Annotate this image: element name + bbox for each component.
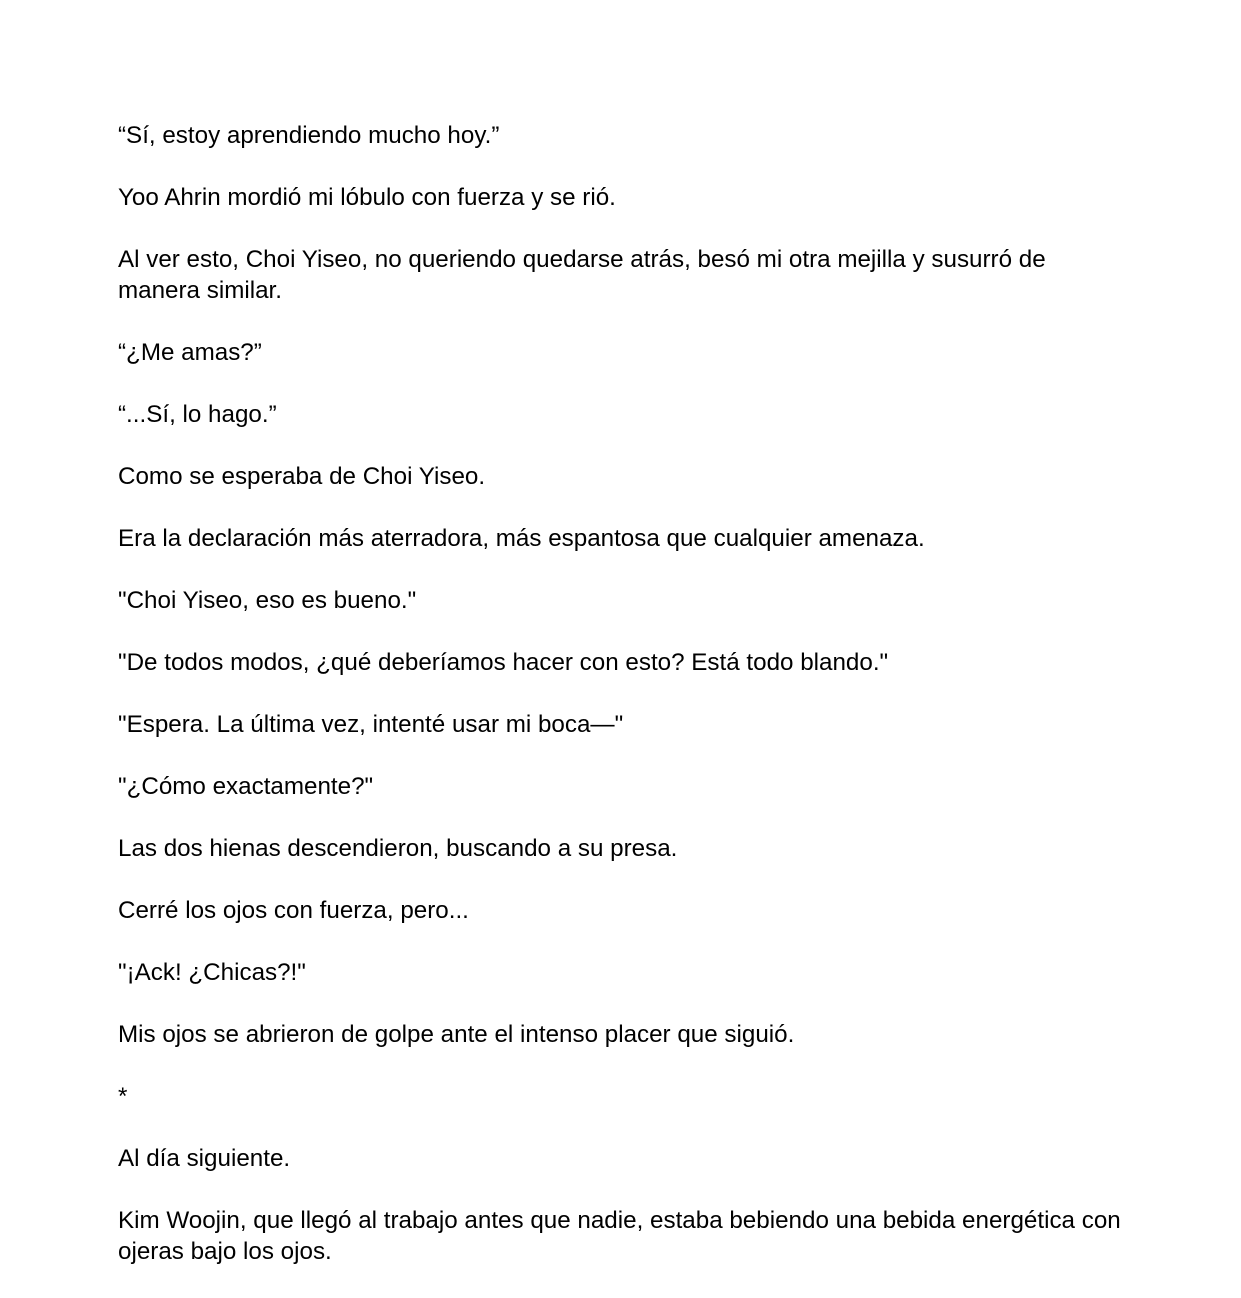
paragraph: Mis ojos se abrieron de golpe ante el intenso placer que siguió. xyxy=(118,1021,795,1048)
paragraph: “¿Me amas?” xyxy=(118,339,262,366)
paragraph: "¿Cómo exactamente?" xyxy=(118,773,374,800)
paragraph: Kim Woojin, que llegó al trabajo antes que nadie, estaba bebiendo una bebida energética con ojeras bajo los ojos. xyxy=(118,1207,1121,1265)
document-body xyxy=(118,120,1128,1298)
section-break: * xyxy=(118,1083,128,1110)
paragraph: Era la declaración más aterradora, más espantosa que cualquier amenaza. xyxy=(118,525,925,552)
paragraph: “Sí, estoy aprendiendo mucho hoy.” xyxy=(118,122,500,149)
paragraph: Las dos hienas descendieron, buscando a su presa. xyxy=(118,835,678,862)
paragraph: Yoo Ahrin mordió mi lóbulo con fuerza y se rió. xyxy=(118,184,616,211)
paragraph: "Choi Yiseo, eso es bueno." xyxy=(118,587,417,614)
paragraph: "De todos modos, ¿qué deberíamos hacer con esto? Está todo blando." xyxy=(118,649,889,676)
paragraph: Como se esperaba de Choi Yiseo. xyxy=(118,463,486,490)
paragraph: “...Sí, lo hago.” xyxy=(118,401,277,428)
paragraph: "Espera. La última vez, intenté usar mi boca—" xyxy=(118,711,624,738)
paragraph: Al día siguiente. xyxy=(118,1145,291,1172)
paragraph: Al ver esto, Choi Yiseo, no queriendo quedarse atrás, besó mi otra mejilla y susurró de manera similar. xyxy=(118,246,1046,304)
paragraph: "¡Ack! ¿Chicas?!" xyxy=(118,959,306,986)
paragraph: Cerré los ojos con fuerza, pero... xyxy=(118,897,469,924)
